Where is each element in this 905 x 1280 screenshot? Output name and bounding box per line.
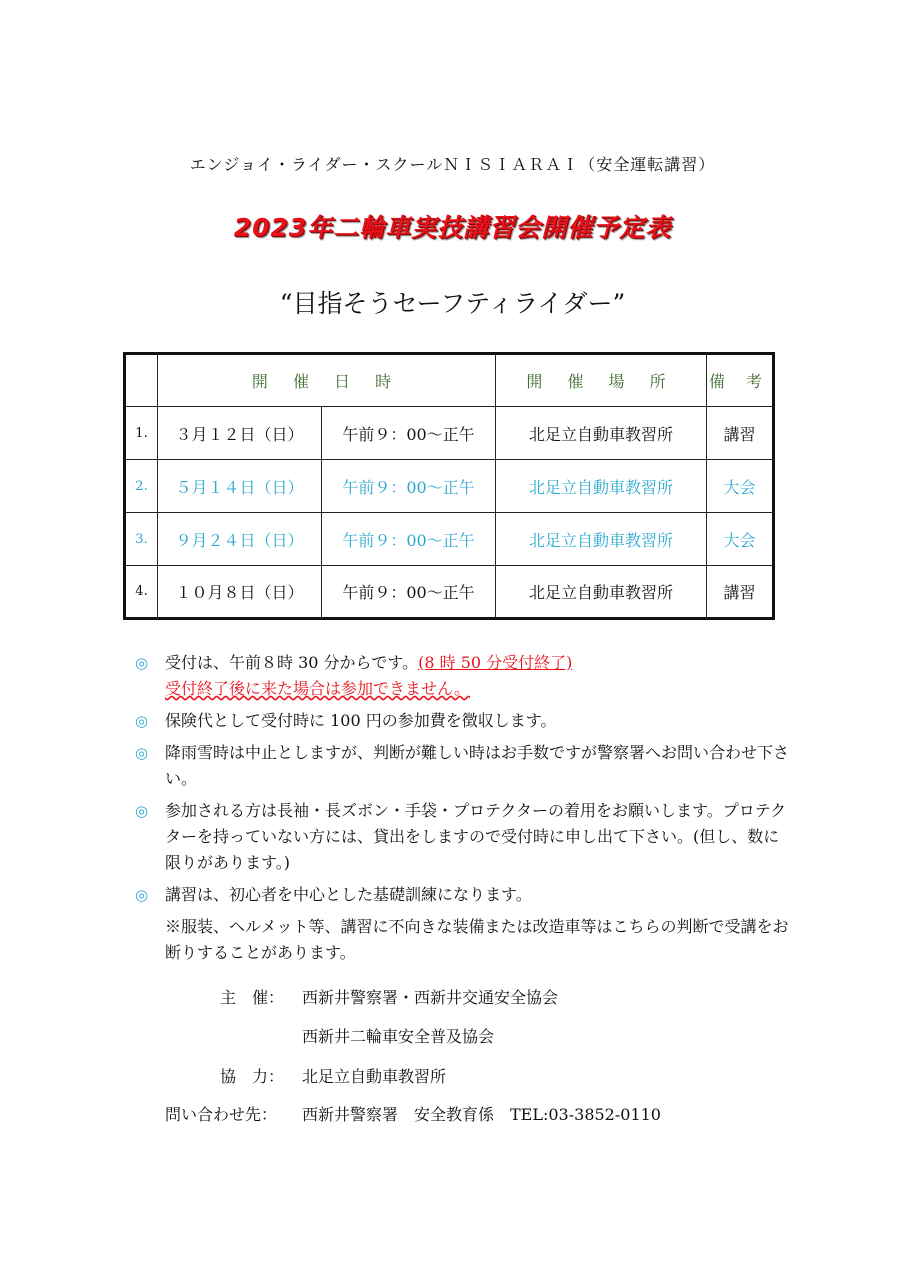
row-remarks: 大会	[707, 513, 774, 566]
header-line: エンジョイ・ライダー・スクールＮＩＳＩＡＲＡＩ（安全運転講習）	[189, 155, 716, 174]
row-num: 2.	[125, 460, 158, 513]
bullet-icon: ◎	[135, 712, 149, 730]
row-remarks: 講習	[707, 566, 774, 619]
table-row	[125, 513, 774, 566]
schedule-table	[123, 352, 775, 620]
disclaimer-text: ※服装、ヘルメット等、講習に不向きな装備または改造車等はこちらの判断で受講をお断りすることがあります。	[165, 917, 789, 962]
host-line-1: 西新井警察署・西新井交通安全協会	[302, 988, 559, 1007]
host-line-2: 西新井二輪車安全普及協会	[302, 1027, 495, 1046]
note-red-text: (8 時 50 分受付終了)	[418, 653, 573, 672]
row-remarks: 講習	[707, 407, 774, 460]
row-date: ３月１２日（日）	[158, 407, 322, 460]
row-time: 午前９：00〜正午	[322, 460, 496, 513]
slogan: “目指そうセーフティライダー”	[279, 289, 626, 318]
row-num: 3.	[125, 513, 158, 566]
contact-value: 西新井警察署 安全教育係 TEL:03-3852-0110	[302, 1105, 661, 1124]
note-item	[135, 882, 795, 908]
contact-label: 問い合わせ先：	[165, 1105, 278, 1124]
table-row	[125, 460, 774, 513]
note-item	[135, 798, 795, 876]
row-time: 午前９：00〜正午	[322, 513, 496, 566]
notes-list	[135, 650, 795, 966]
page-title: 2023年二輪車実技講習会開催予定表	[233, 213, 672, 242]
row-place: 北足立自動車教習所	[496, 513, 707, 566]
header-place: 開 催 場 所	[496, 354, 707, 407]
host-label: 主 催：	[220, 988, 285, 1007]
row-num: 1.	[125, 407, 158, 460]
note-item	[135, 740, 795, 792]
note-text: 降雨雪時は中止としますが、判断が難しい時はお手数ですが警察署へお問い合わせ下さい。	[165, 743, 790, 788]
note-text: 講習は、初心者を中心とした基礎訓練になります。	[165, 885, 532, 904]
row-place: 北足立自動車教習所	[496, 460, 707, 513]
row-time: 午前９：00〜正午	[322, 407, 496, 460]
note-item	[135, 708, 795, 734]
note-warning-text: 受付終了後に来た場合は参加できません。	[165, 679, 470, 698]
header-datetime: 開 催 日 時	[158, 354, 496, 407]
bullet-icon: ◎	[135, 802, 149, 820]
header-remarks: 備 考	[707, 354, 774, 407]
table-row	[125, 407, 774, 460]
row-time: 午前９：00〜正午	[322, 566, 496, 619]
bullet-icon: ◎	[135, 744, 149, 762]
bullet-icon: ◎	[135, 886, 149, 904]
header-num-cell	[125, 354, 158, 407]
note-text: 参加される方は長袖・長ズボン・手袋・プロテクターの着用をお願いします。プロテクターを持っていない方には、貸出をしますので受付時に申し出て下さい。(但し、数に限りがあります。)	[165, 801, 787, 872]
row-date: ９月２４日（日）	[158, 513, 322, 566]
row-place: 北足立自動車教習所	[496, 566, 707, 619]
coop-value: 北足立自動車教習所	[302, 1067, 447, 1086]
table-header-row	[125, 354, 774, 407]
row-date: １０月８日（日）	[158, 566, 322, 619]
note-text: 保険代として受付時に 100 円の参加費を徴収します。	[165, 711, 557, 730]
note-item	[135, 650, 795, 702]
note-text: 受付は、午前８時 30 分からです。	[165, 653, 419, 672]
coop-label: 協 力：	[220, 1067, 285, 1086]
table-row	[125, 566, 774, 619]
row-date: ５月１４日（日）	[158, 460, 322, 513]
bullet-icon: ◎	[135, 654, 149, 672]
row-num: 4.	[125, 566, 158, 619]
row-place: 北足立自動車教習所	[496, 407, 707, 460]
row-remarks: 大会	[707, 460, 774, 513]
